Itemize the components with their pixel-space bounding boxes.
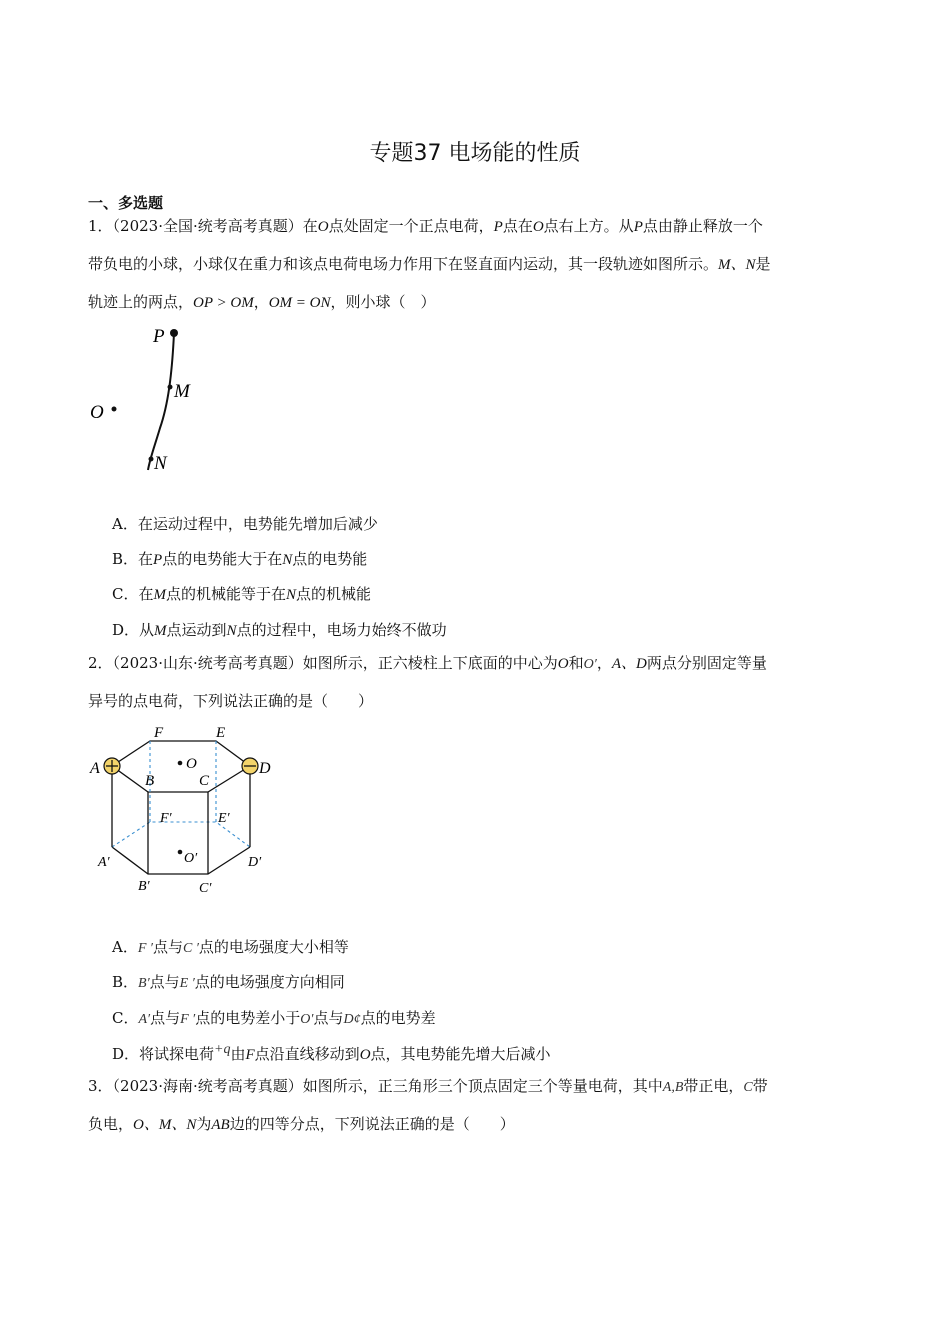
- label-B: B: [145, 773, 155, 789]
- q2-option-c: C．A′点与F ′点的电势差小于O′点与D¢点的电势差: [112, 1009, 436, 1027]
- label-C: C: [199, 773, 210, 789]
- q1-line-2: 带负电的小球，小球仅在重力和该点电荷电场力作用下在竖直面内运动，其一段轨迹如图所示。M、N是: [88, 255, 771, 273]
- label-D-prime: D′: [248, 855, 262, 870]
- q1-option-a: A．在运动过程中，电势能先增加后减少: [112, 515, 378, 533]
- q3-line-1: 3．（2023·海南·统考高考真题）如图所示，正三角形三个顶点固定三个等量电荷，其中A,B带正电，C带: [88, 1077, 768, 1095]
- center-O-prime: [178, 850, 183, 855]
- q2-line-1: 2．（2023·山东·统考高考真题）如图所示，正六棱柱上下底面的中心为O和O′，A、D两点分别固定等量: [88, 654, 767, 672]
- q2-option-a: A．F ′点与C ′点的电场强度大小相等: [112, 938, 349, 956]
- label-O-prime: O′: [184, 851, 198, 866]
- section-heading: 一、多选题: [88, 194, 164, 212]
- label-O: O: [186, 756, 197, 772]
- q1-option-b: B．在P点的电势能大于在N点的电势能: [112, 550, 368, 568]
- center-O: [178, 761, 183, 766]
- label-O: O: [90, 402, 104, 423]
- q3-line-2: 负电，O、M、N为AB边的四等分点，下列说法正确的是（ ）: [88, 1115, 515, 1133]
- label-E-prime: E′: [218, 811, 230, 826]
- label-F: F: [154, 725, 164, 741]
- label-M: M: [174, 381, 190, 402]
- q1-option-c: C．在M点的机械能等于在N点的机械能: [112, 585, 372, 603]
- top-hexagon: [112, 741, 250, 792]
- q2-option-d: D．将试探电荷$^{+q}$由F点沿直线移动到O点，其电势能先增大后减小: [112, 1042, 551, 1063]
- label-A: A: [90, 760, 100, 777]
- label-A-prime: A′: [98, 855, 110, 870]
- label-N: N: [154, 453, 167, 474]
- q1-line-1: 1．（2023·全国·统考高考真题）在O点处固定一个正点电荷，P点在O点右上方。从P点由静止释放一个: [88, 217, 763, 235]
- label-C-prime: C′: [199, 881, 212, 896]
- label-F-prime: F′: [160, 811, 172, 826]
- q2-option-b: B．B′点与E ′点的电场强度方向相同: [112, 973, 345, 991]
- label-D: D: [259, 760, 271, 777]
- question-3: [88, 1068, 863, 1144]
- label-B-prime: B′: [138, 879, 150, 894]
- q1-option-d: D．从M点运动到N点的过程中，电场力始终不做功: [112, 621, 447, 639]
- page-title: 专题37 电场能的性质: [369, 141, 581, 166]
- q2-line-2: 异号的点电荷，下列说法正确的是（ ）: [88, 692, 374, 710]
- label-E: E: [216, 725, 226, 741]
- q1-line-3: 轨迹上的两点，OP > OM，OM = ON，则小球（ ）: [88, 293, 436, 311]
- label-P: P: [153, 326, 165, 347]
